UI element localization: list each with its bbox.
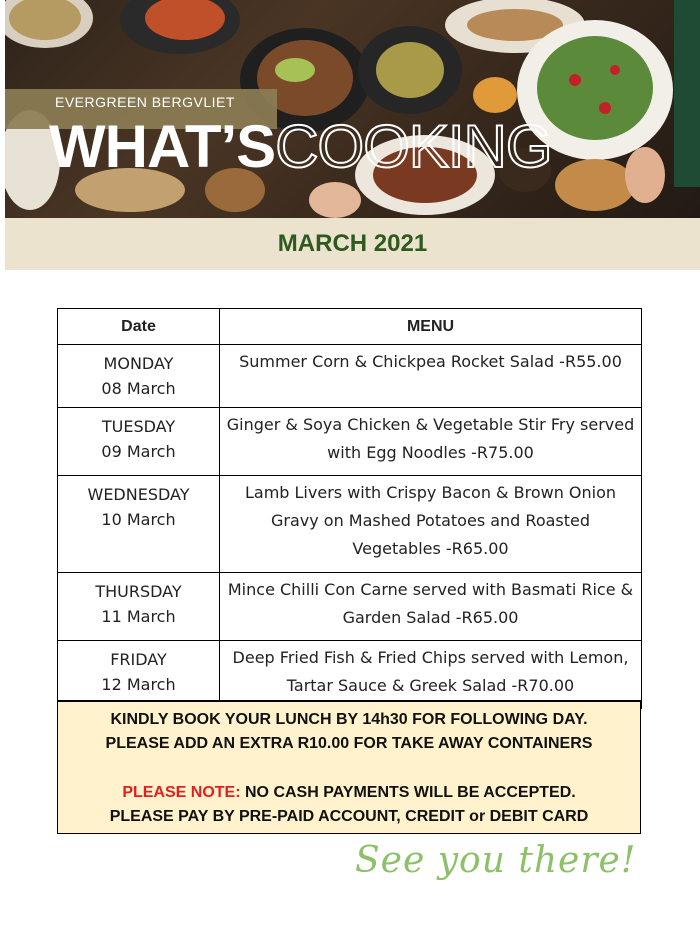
note-label: PLEASE NOTE: xyxy=(122,784,241,801)
month-heading: MARCH 2021 xyxy=(277,230,428,257)
table-row xyxy=(58,476,642,573)
day-name: THURSDAY xyxy=(95,582,182,601)
header-banner xyxy=(5,0,700,218)
takeaway-fee-text: PLEASE ADD AN EXTRA R10.00 FOR TAKE AWAY CONTAINERS xyxy=(105,735,593,752)
table-header-row xyxy=(58,309,642,345)
title-light-part: COOKING xyxy=(275,113,552,180)
table-row xyxy=(58,345,642,408)
menu-cell: Lamb Livers with Crispy Bacon & Brown Onion Gravy on Mashed Potatoes and Roasted Vegetables -R65.00 xyxy=(220,476,642,573)
no-cash-text: NO CASH PAYMENTS WILL BE ACCEPTED. xyxy=(240,784,576,801)
menu-cell: Deep Fried Fish & Fried Chips served with Lemon, Tartar Sauce & Greek Salad -R70.00 xyxy=(220,641,642,709)
date-cell xyxy=(58,408,220,476)
date-cell xyxy=(58,641,220,709)
menu-cell: Summer Corn & Chickpea Rocket Salad -R55.00 xyxy=(220,345,642,408)
date-cell xyxy=(58,476,220,573)
menu-cell: Mince Chilli Con Carne served with Basmati Rice & Garden Salad -R65.00 xyxy=(220,573,642,641)
table-row xyxy=(58,573,642,641)
day-name: WEDNESDAY xyxy=(87,485,190,504)
day-date: 09 March xyxy=(101,442,176,461)
title-bold-part: WHAT’S xyxy=(49,113,276,180)
month-band xyxy=(5,218,700,270)
menu-table xyxy=(57,308,642,709)
signoff-text: See you there! xyxy=(355,840,637,881)
day-name: MONDAY xyxy=(103,354,174,373)
brand-name: EVERGREEN BERGVLIET xyxy=(55,94,235,110)
date-cell xyxy=(58,345,220,408)
menu-cell: Ginger & Soya Chicken & Vegetable Stir Fry served with Egg Noodles -R75.00 xyxy=(220,408,642,476)
payment-methods-text: PLEASE PAY BY PRE-PAID ACCOUNT, CREDIT or DEBIT CARD xyxy=(109,808,589,825)
page-title xyxy=(49,112,552,182)
day-date: 08 March xyxy=(101,379,176,398)
table-row xyxy=(58,408,642,476)
table-row xyxy=(58,641,642,709)
date-column-header: Date xyxy=(58,309,220,345)
day-date: 11 March xyxy=(101,607,176,626)
day-name: TUESDAY xyxy=(101,417,176,436)
day-date: 12 March xyxy=(101,675,176,694)
green-accent-strip xyxy=(674,0,700,187)
date-cell xyxy=(58,573,220,641)
day-name: FRIDAY xyxy=(110,650,167,669)
payment-note xyxy=(58,784,640,802)
menu-column-header: MENU xyxy=(220,309,642,345)
booking-notice xyxy=(57,700,641,834)
booking-deadline-text: KINDLY BOOK YOUR LUNCH BY 14h30 FOR FOLLOWING DAY. xyxy=(110,711,588,728)
day-date: 10 March xyxy=(101,510,176,529)
